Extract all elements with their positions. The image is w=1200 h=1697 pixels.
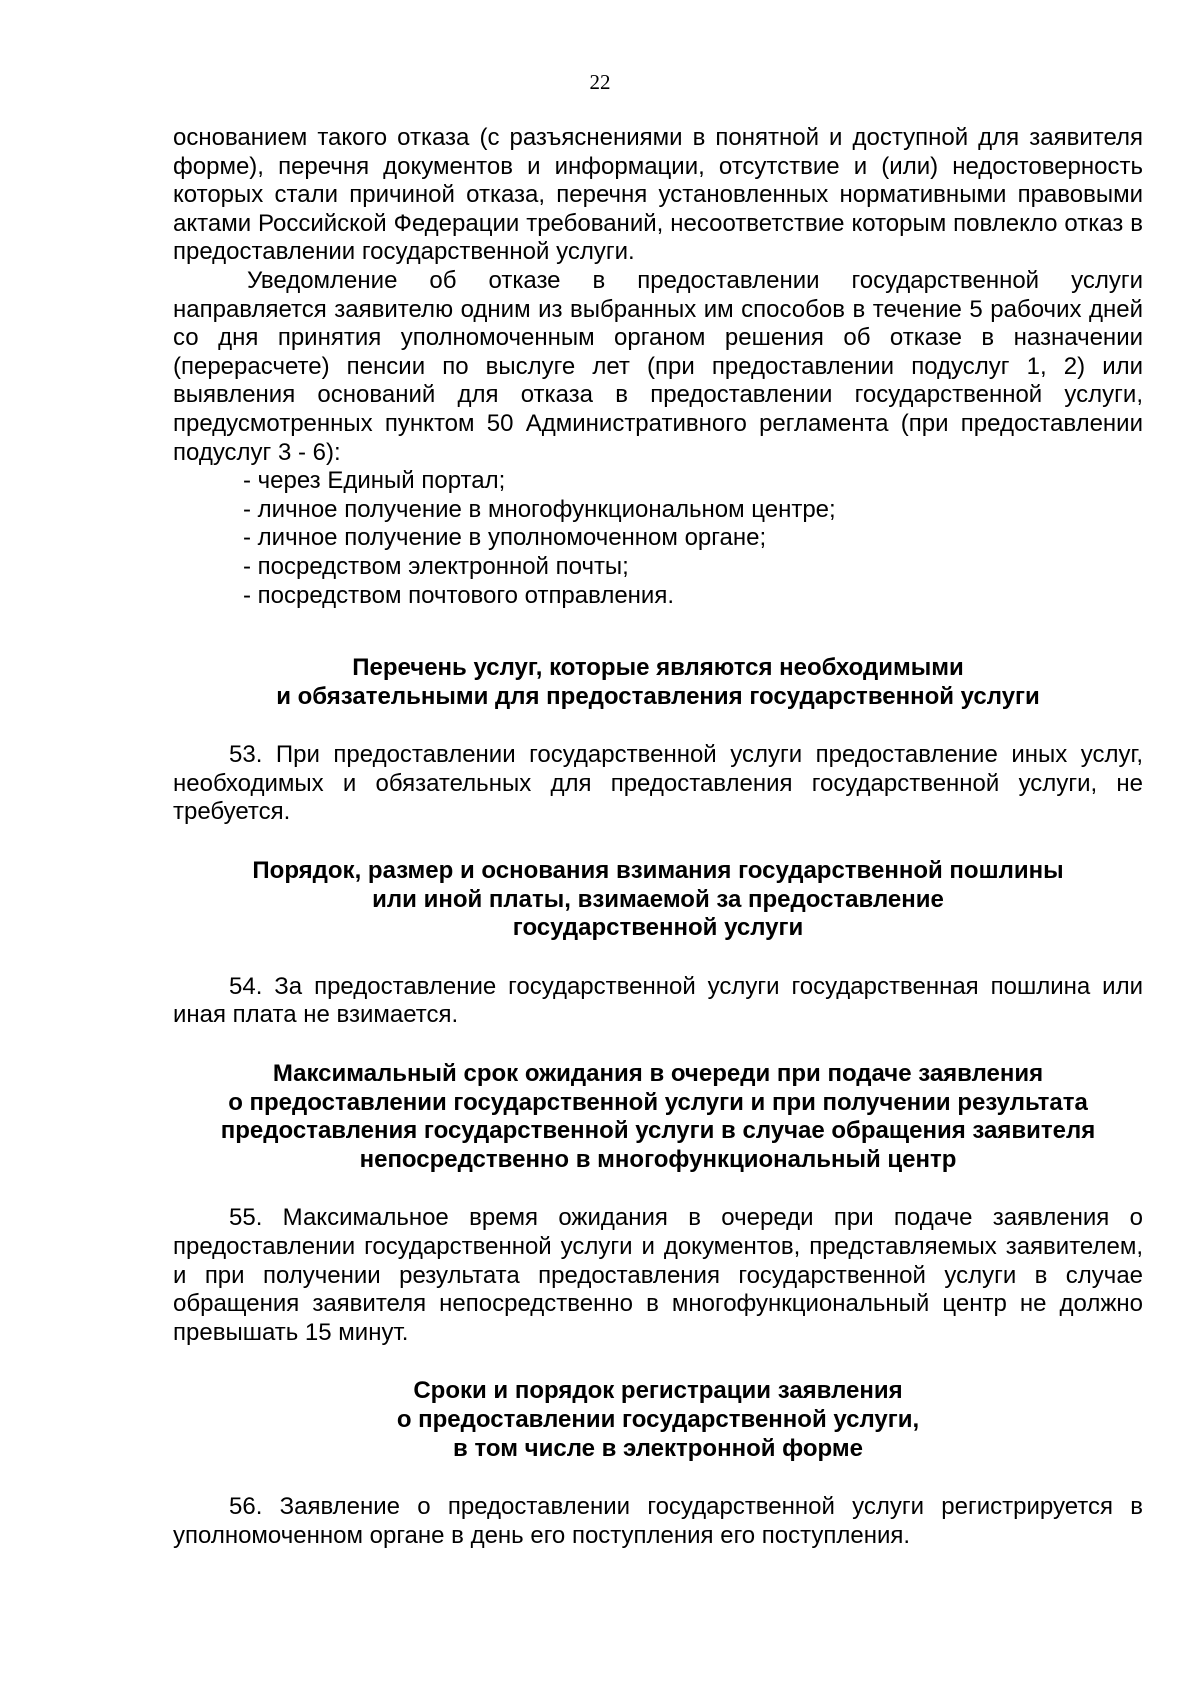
section-heading-fee — [173, 857, 1143, 943]
list-item: - личное получение в уполномоченном органе; — [243, 524, 767, 552]
text-line: услуги. — [556, 238, 635, 266]
section-heading-required-services — [173, 654, 1143, 711]
heading-line: Порядок, размер и основания взимания государственной пошлины — [252, 857, 1064, 885]
text-line: о предоставлении государственной услуги и документов, представляемых — [173, 1204, 1143, 1260]
text-line: услуг, необходимых и обязательных для предоставления государственной — [173, 741, 1143, 797]
heading-line: и обязательными для предоставления государственной услуги — [276, 682, 1040, 710]
text-line: в многофункциональный центр не должно превышать 15 минут. — [173, 1290, 1144, 1346]
text-line: назначении (перерасчете) пенсии по выслуге лет (при предоставлении — [173, 324, 1143, 380]
heading-line: или иной платы, взимаемой за предоставление — [372, 885, 944, 913]
heading-line: в том числе в электронной форме — [453, 1434, 863, 1462]
text-line: 54. За предоставление государственной услуги государственная пошлина — [229, 972, 1091, 1000]
document-body — [173, 124, 1143, 1550]
text-line: Уведомление об отказе в предоставлении государственной услуги — [247, 266, 1143, 294]
text-line: основанием такого отказа (с разъяснениями в понятной и доступной для — [173, 124, 1020, 151]
text-line: заявителем, и при получении результата предоставления государственной — [173, 1233, 1143, 1289]
text-line: или иная плата не взимается. — [173, 972, 1143, 1029]
text-line: рабочих дней со дня принятия уполномоченным органом решения об отказе в — [173, 295, 1144, 352]
paragraph-55 — [173, 1204, 1143, 1347]
paragraph-54 — [173, 973, 1143, 1030]
heading-line: государственной услуги — [512, 914, 804, 942]
heading-line: Сроки и порядок регистрации заявления — [413, 1377, 903, 1405]
list-item: - посредством почтового отправления. — [243, 581, 675, 609]
text-line: в уполномоченном органе в день его поступления его поступления. — [173, 1493, 1144, 1549]
paragraph-53 — [173, 741, 1143, 827]
list-item: - через Единый портал; — [243, 467, 506, 495]
heading-line: непосредственно в многофункциональный центр — [359, 1145, 957, 1173]
text-line: государственной услуги, предусмотренных пунктом 50 Административного — [173, 381, 1143, 437]
text-line: заявителя форме), перечня документов и информации, отсутствие и (или) — [173, 124, 1143, 180]
text-line: 55. Максимальное время ожидания в очереди при подаче заявления — [229, 1204, 1110, 1232]
heading-line: Перечень услуг, которые являются необходимыми — [352, 654, 964, 682]
text-line: регламента (при предоставлении подуслуг 3 - 6): — [173, 409, 1143, 466]
text-line: услуги, не требуется. — [173, 769, 1143, 826]
paragraph-56 — [173, 1493, 1143, 1550]
delivery-methods-list — [173, 467, 1143, 610]
text-line: нормативными правовыми актами Российской Федерации требований, — [173, 181, 1144, 237]
heading-line: предоставления государственной услуги в случае обращения заявителя — [220, 1117, 1096, 1145]
text-line: направляется заявителю одним из выбранных им способов в течение 5 — [173, 295, 983, 323]
section-heading-queue-time — [173, 1060, 1143, 1174]
heading-line: Максимальный срок ожидания в очереди при подаче заявления — [272, 1060, 1044, 1088]
text-line: 56. Заявление о предоставлении государственной услуги регистрируется — [229, 1493, 1113, 1521]
list-item: - посредством электронной почты; — [243, 552, 629, 580]
heading-line: о предоставлении государственной услуги и при получении результата — [228, 1088, 1088, 1116]
heading-line: о предоставлении государственной услуги, — [396, 1405, 920, 1433]
section-heading-registration — [173, 1377, 1143, 1463]
text-line: недостоверность которых стали причиной отказа, перечня установленных — [173, 152, 1143, 209]
text-line: подуслуг 1, 2) или выявления оснований для отказа в предоставлении — [173, 352, 1144, 409]
text-line: несоответствие которым повлекло отказ в предоставлении государственной — [173, 209, 1144, 266]
paragraph-refusal-notice — [173, 267, 1143, 467]
list-item: - личное получение в многофункциональном центре; — [243, 495, 836, 523]
text-line: услуги в случае обращения заявителя непосредственно — [173, 1261, 1144, 1318]
text-line: 53. При предоставлении государственной услуги предоставление иных — [229, 741, 1068, 769]
paragraph-refusal-grounds — [173, 124, 1143, 267]
page-number: 22 — [589, 70, 611, 94]
